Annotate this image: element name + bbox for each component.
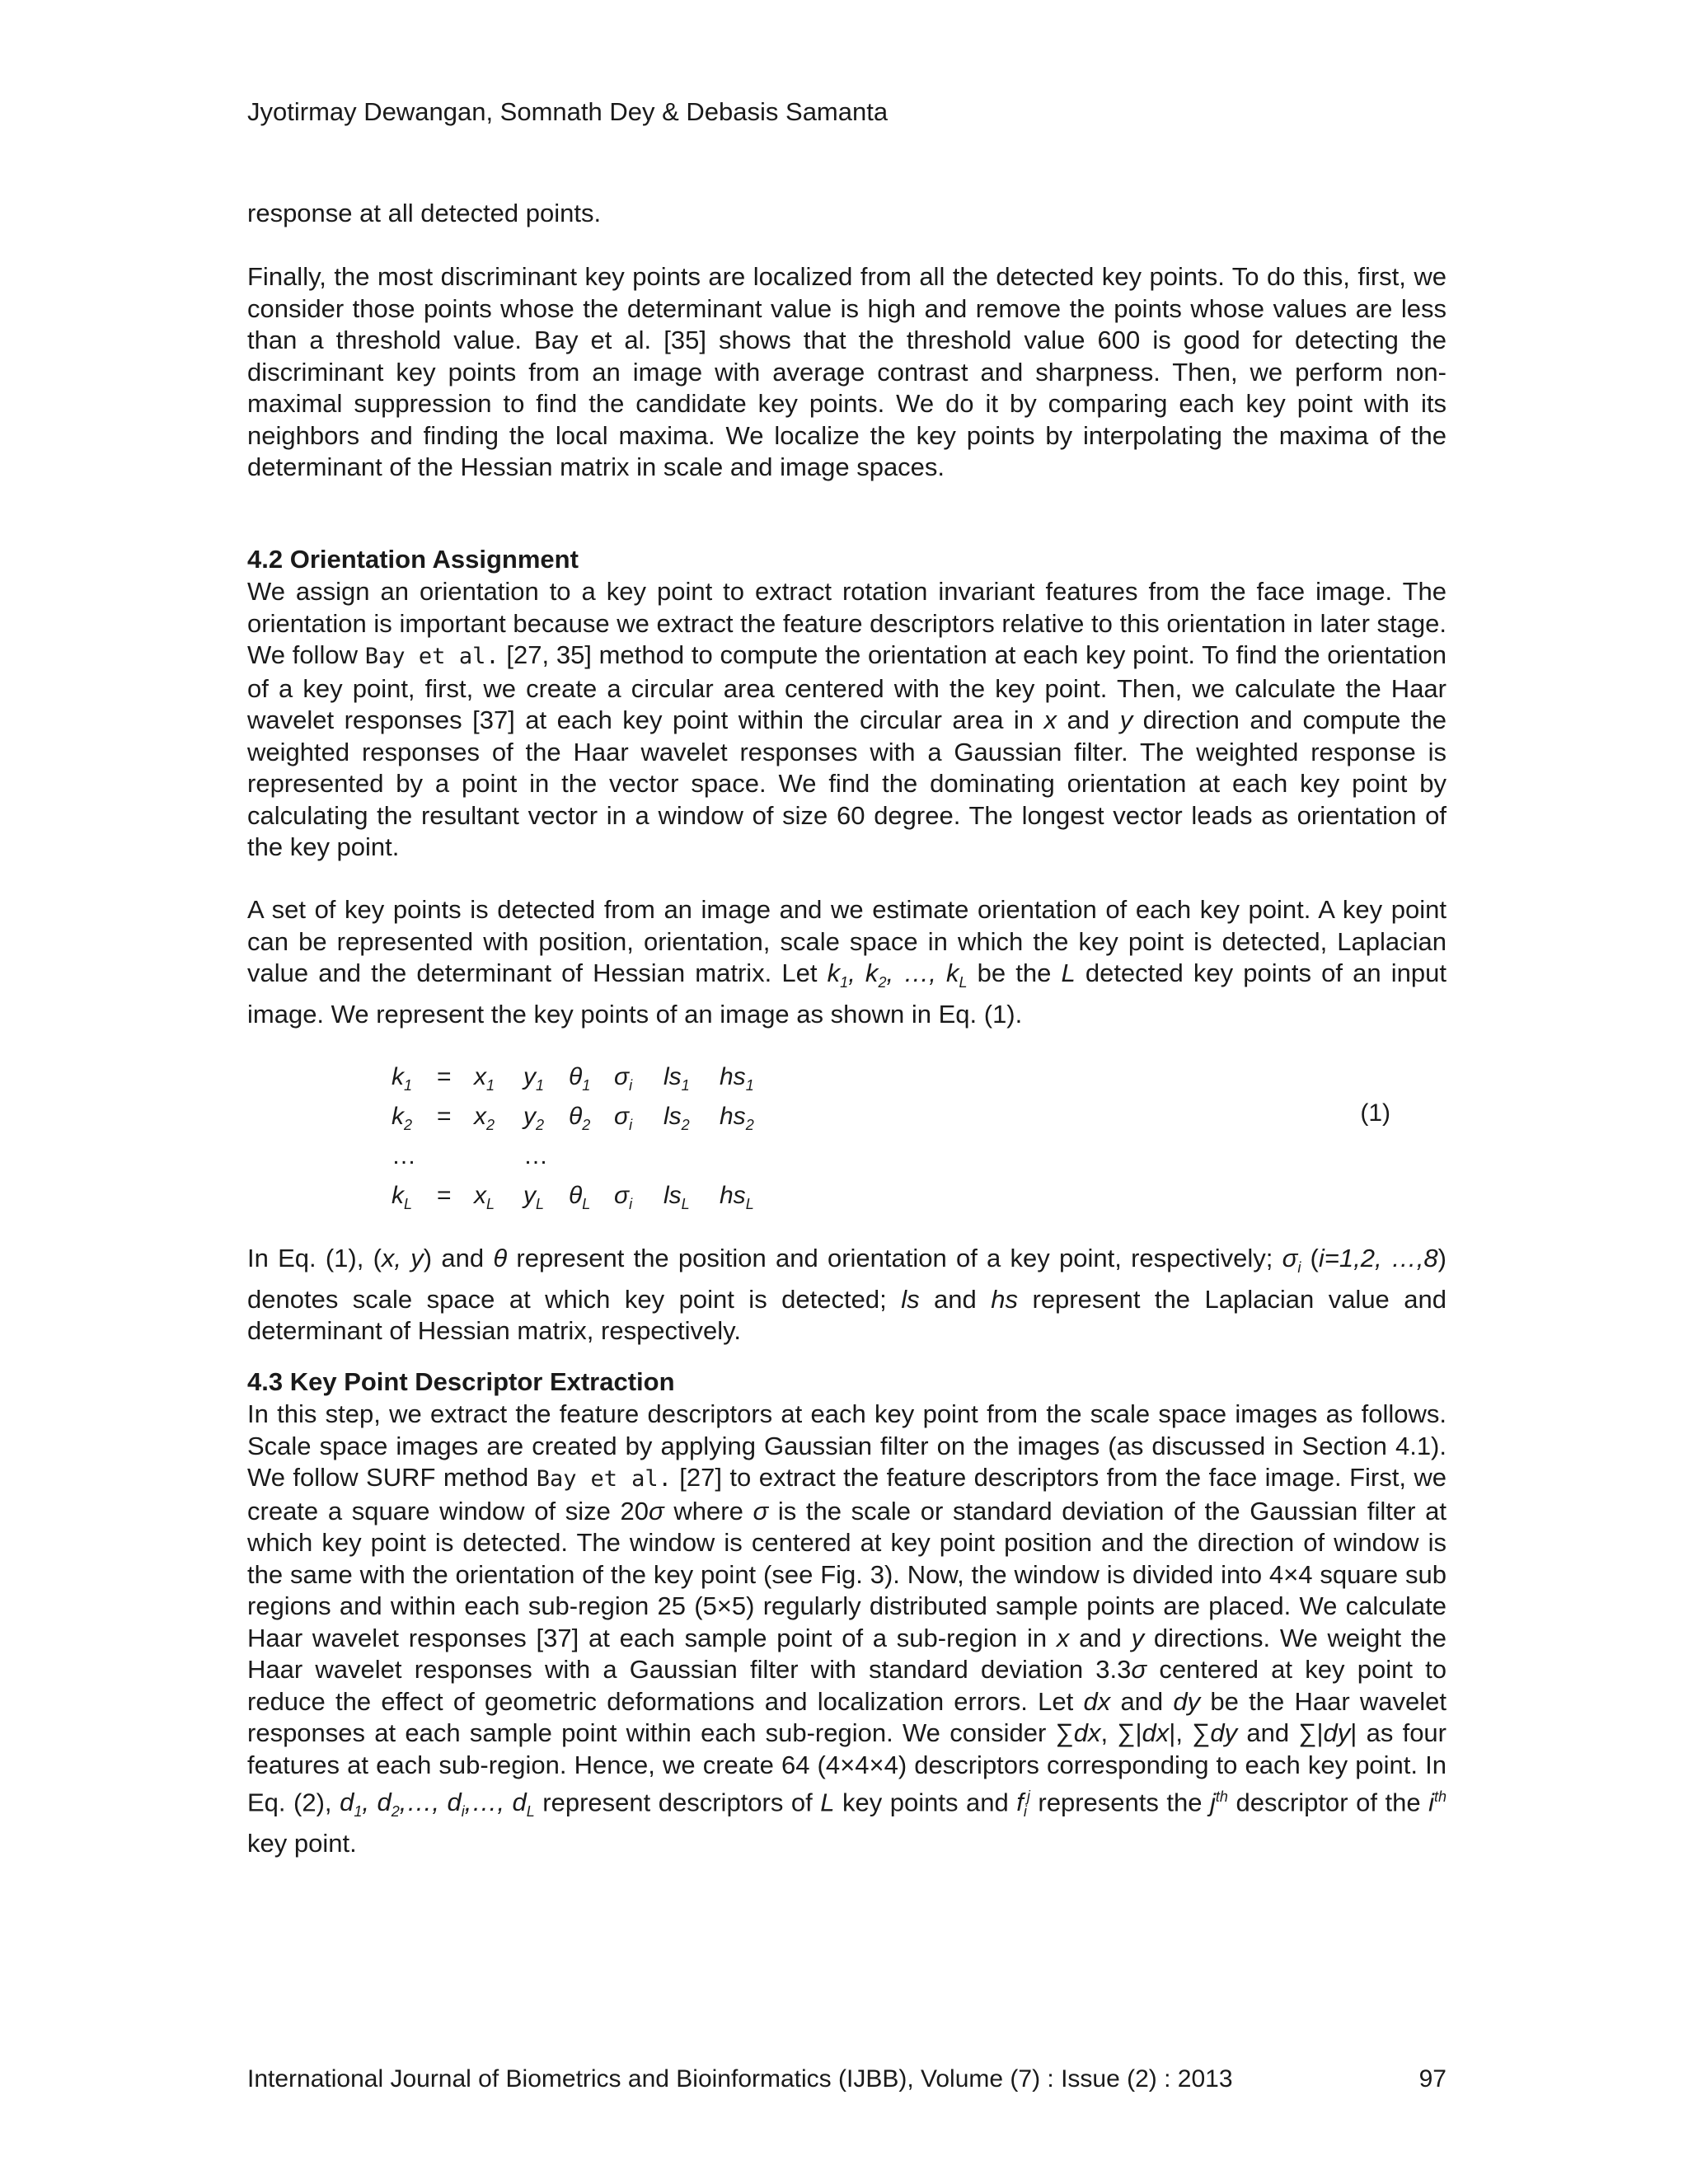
footer-journal: International Journal of Biometrics and Bioinformatics (IJBB), Volume (7) : Issue (2) : 2013 xyxy=(247,2065,1233,2093)
page-number: 97 xyxy=(1418,2065,1447,2093)
equation-1: $k_1$ = $x_1$ $y_1$ $\theta_1$ $\sigma_i$ $ls_1$ $hs_1$ $k_2$ = $x_2$ $y_2$ $\theta_2$ $\sigma_i$ $ls_2$ $hs_2$ … … $k_L$ = $x_L$ $y_L$ $\theta_L$ $\sigma_i$ $ls_L$ $hs_L$ (1) xyxy=(392,1063,1390,1212)
paragraph-descriptor: In this step, we extract the feature descriptors at each key point from the scale space images as follows. Scale space images are created by applying Gaussian filter on the images (as discussed in Section 4.1). We follow SURF method Bay et al. [27] to extract the feature descriptors from the face image. First, we create a square window of size 20σ where σ is the scale or standard deviation of the Gaussian filter at which key point is detected. The window is centered at key point position and the direction of window is the same with the orientation of the key point (see Fig. 3). Now, the window is divided into 4×4 square sub regions and within each sub-region 25 (5×5) regularly distributed sample points are placed. We calculate Haar wavelet responses [37] at each sample point of a sub-region in x and y directions. We weight the Haar wavelet responses with a Gaussian filter with standard deviation 3.3σ centered at key point to reduce the effect of geometric deformations and localization errors. Let dx and dy be the Haar wavelet responses at each sample point within each sub-region. We consider ∑dx, ∑|dx|, ∑dy and ∑|dy| as four features at each sub-region. Hence, we create 64 (4×4×4) descriptors corresponding to each key point. In Eq. (2), $d_1$, $d_2,\dots$, $d_i,\dots$, $d_L$ represent descriptors of L key points and $f_i^j$ represents the $j^{th}$ descriptor of the $i^{th}$ key point. xyxy=(247,1399,1447,1858)
paragraph-equation-explanation: In Eq. (1), (x, y) and θ represent the position and orientation of a key point, respectively; $\sigma_i$ (i=1,2, …,8) denotes scale space at which key point is detected; ls and hs represent the Laplacian value and determinant of Hessian matrix, respectively. xyxy=(247,1244,1447,1346)
paragraph-localization: Finally, the most discriminant key points are localized from all the detected key points. To do this, first, we consider those points whose the determinant value is high and remove the points whose values are less than a threshold value. Bay et al. [35] shows that the threshold value 600 is good for detecting the discriminant key points from an image with average contrast and sharpness. Then, we perform non-maximal suppression to find the candidate key points. We do it by comparing each key point with its neighbors and finding the local maxima. We localize the key points by interpolating the maxima of the determinant of the Hessian matrix in scale and image spaces. xyxy=(247,262,1447,481)
section-heading-4-3: 4.3 Key Point Descriptor Extraction xyxy=(247,1367,675,1396)
citation-bay: Bay et al. xyxy=(536,1466,672,1492)
citation-bay: Bay et al. xyxy=(364,644,499,669)
paragraph-continuation: response at all detected points. xyxy=(247,199,602,227)
section-heading-4-2: 4.2 Orientation Assignment xyxy=(247,545,579,574)
equation-number: (1) xyxy=(1360,1099,1390,1127)
running-head: Jyotirmay Dewangan, Somnath Dey & Debasis Samanta xyxy=(247,97,889,126)
paragraph-orientation: We assign an orientation to a key point to extract rotation invariant features from the face image. The orientation is important because we extract the feature descriptors relative to this orientation in later stage. We follow Bay et al. [27, 35] method to compute the orientation at each key point. To find the orientation of a key point, first, we create a circular area centered with the key point. Then, we calculate the Haar wavelet responses [37] at each key point within the circular area in x and y direction and compute the weighted responses of the Haar wavelet responses with a Gaussian filter. The weighted response is represented by a point in the vector space. We find the dominating orientation at each key point by calculating the resultant vector in a window of size 60 degree. The longest vector leads as orientation of the key point. xyxy=(247,577,1447,861)
paragraph-keypoints: A set of key points is detected from an image and we estimate orientation of each key point. A key point can be represented with position, orientation, scale space in which the key point is detected, Laplacian value and the determinant of Hessian matrix. Let $k_1$, $k_2$, …, $k_L$ be the L detected key points of an input image. We represent the key points of an image as shown in Eq. (1). xyxy=(247,895,1447,1029)
